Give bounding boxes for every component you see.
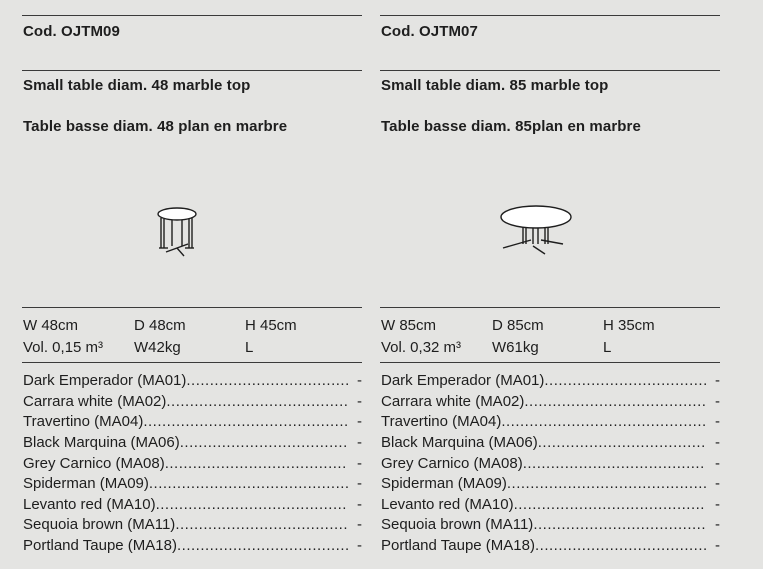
material-name: Portland Taupe (MA18) [381,537,535,554]
material-name: Levanto red (MA10) [381,496,514,513]
dimensions-row [381,317,721,337]
leader-dots [186,371,348,391]
leader-dots [165,454,348,474]
material-price: - [715,496,720,513]
leader-dots [175,515,348,535]
list-item [381,495,720,515]
leader-dots [523,454,706,474]
size-value: L [603,339,612,356]
material-price: - [715,455,720,472]
small-table-85-illustration [497,204,577,260]
leader-dots [524,392,706,412]
divider [380,307,720,308]
material-name: Black Marquina (MA06) [381,434,538,451]
product-code: Cod. OJTM07 [381,23,478,40]
material-name: Dark Emperador (MA01) [381,372,545,389]
material-name: Sequoia brown (MA11) [23,516,176,533]
list-item [23,433,362,453]
list-item [381,392,720,412]
divider [22,15,362,16]
leader-dots [533,515,706,535]
material-price: - [357,496,362,513]
divider [22,307,362,308]
list-item [381,371,720,391]
material-name: Carrara white (MA02) [381,393,525,410]
product-code: Cod. OJTM09 [23,23,120,40]
divider [380,70,720,71]
leader-dots [143,412,348,432]
leader-dots [544,371,706,391]
leader-dots [514,495,706,515]
material-name: Levanto red (MA10) [23,496,156,513]
leader-dots [538,433,706,453]
volume-row [381,339,721,359]
list-item [381,474,720,494]
list-item [23,536,362,556]
small-table-48-illustration [152,204,202,260]
leader-dots [149,474,348,494]
material-price: - [357,372,362,389]
material-price: - [357,537,362,554]
list-item [381,515,720,535]
material-name: Sequoia brown (MA11) [381,516,534,533]
list-item [23,454,362,474]
volume-value: Vol. 0,32 m³ [381,339,462,356]
list-item [381,454,720,474]
material-name: Travertino (MA04) [381,413,502,430]
leader-dots [180,433,348,453]
material-price: - [715,372,720,389]
list-item [381,412,720,432]
material-price: - [715,475,720,492]
leader-dots [501,412,706,432]
material-price: - [357,475,362,492]
material-price: - [715,434,720,451]
height-value: H 35cm [603,317,655,334]
product-name-en: Small table diam. 48 marble top [23,77,251,94]
volume-row [23,339,363,359]
material-name: Black Marquina (MA06) [23,434,180,451]
material-price: - [715,516,720,533]
divider [22,362,362,363]
weight-value: W61kg [492,339,539,356]
list-item [23,412,362,432]
leader-dots [166,392,348,412]
size-value: L [245,339,254,356]
material-price: - [357,455,362,472]
list-item [23,474,362,494]
volume-value: Vol. 0,15 m³ [23,339,104,356]
list-item [381,536,720,556]
material-price: - [715,393,720,410]
material-name: Portland Taupe (MA18) [23,537,177,554]
product-name-fr: Table basse diam. 48 plan en marbre [23,118,288,135]
divider [380,362,720,363]
product-name-fr: Table basse diam. 85plan en marbre [381,118,641,135]
material-price: - [357,434,362,451]
depth-value: D 48cm [134,317,186,334]
material-price: - [715,413,720,430]
material-price: - [357,393,362,410]
width-value: W 48cm [23,317,79,334]
list-item [23,371,362,391]
leader-dots [177,536,348,556]
depth-value: D 85cm [492,317,544,334]
material-name: Travertino (MA04) [23,413,144,430]
list-item [381,433,720,453]
material-name: Carrara white (MA02) [23,393,167,410]
material-name: Spiderman (MA09) [381,475,507,492]
list-item [23,515,362,535]
material-price: - [357,413,362,430]
material-name: Grey Carnico (MA08) [23,455,165,472]
dimensions-row [23,317,363,337]
material-name: Grey Carnico (MA08) [381,455,523,472]
list-item [23,495,362,515]
list-item [23,392,362,412]
divider [380,15,720,16]
weight-value: W42kg [134,339,181,356]
product-name-en: Small table diam. 85 marble top [381,77,609,94]
material-name: Dark Emperador (MA01) [23,372,187,389]
leader-dots [156,495,348,515]
height-value: H 45cm [245,317,297,334]
material-name: Spiderman (MA09) [23,475,149,492]
material-price: - [357,516,362,533]
leader-dots [535,536,706,556]
width-value: W 85cm [381,317,437,334]
leader-dots [507,474,706,494]
material-price: - [715,537,720,554]
divider [22,70,362,71]
